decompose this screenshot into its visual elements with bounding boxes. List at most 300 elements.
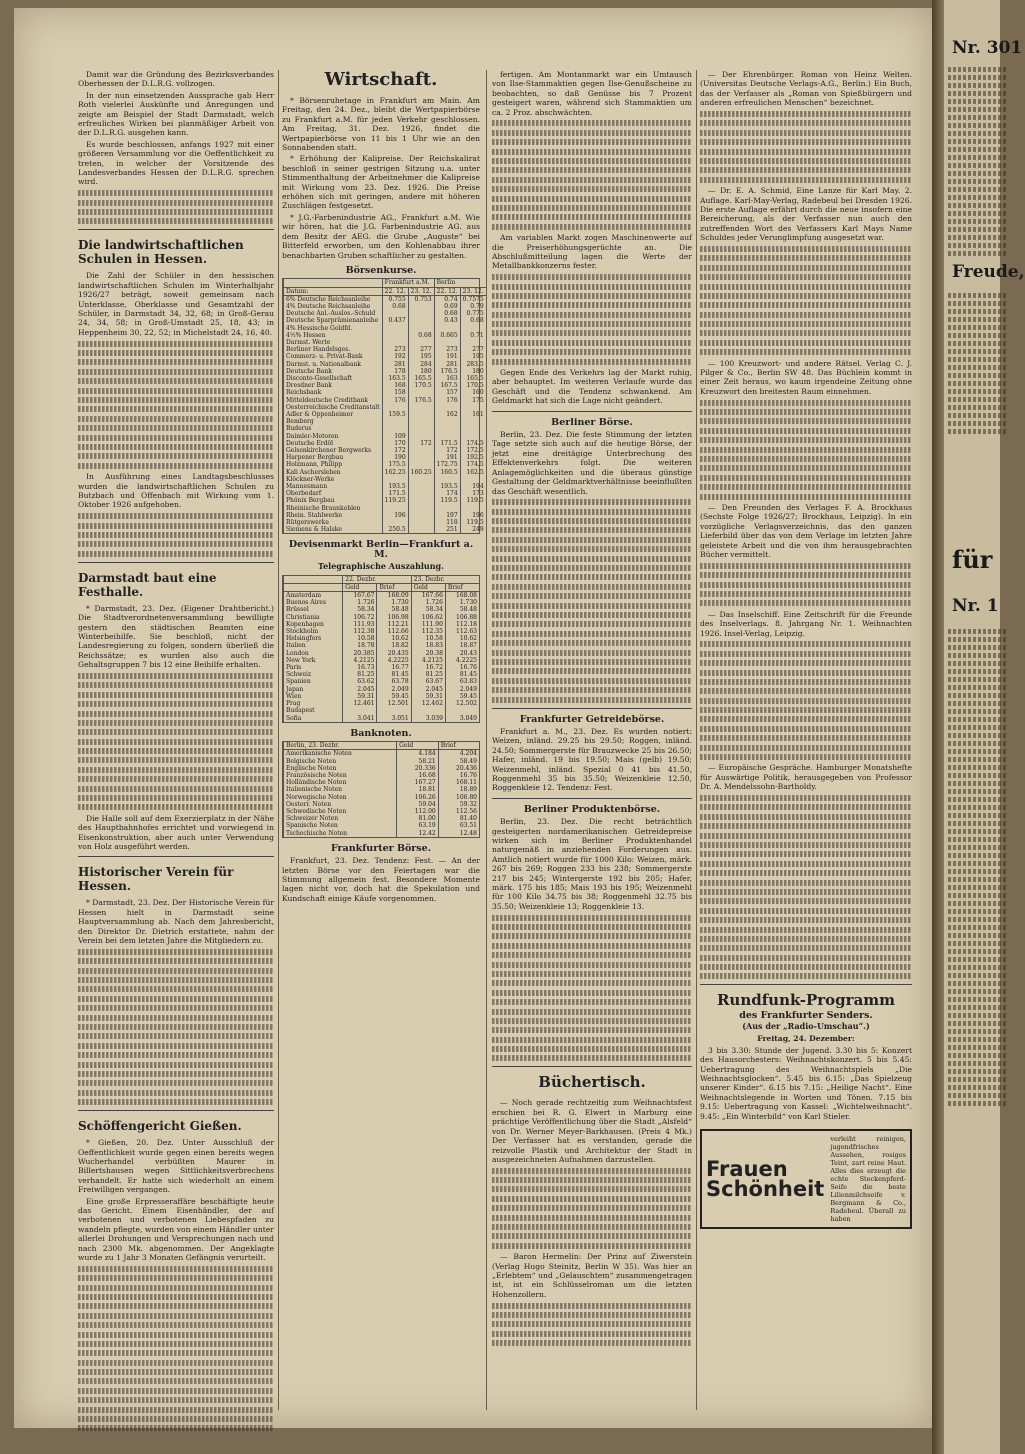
row-label: Rheinische Braunkohlen: [284, 505, 383, 512]
row-label: Kali Aschersleben: [284, 469, 383, 476]
value-cell: 172: [382, 447, 408, 454]
value-cell: 112.66: [377, 628, 411, 635]
value-cell: 59.04: [397, 801, 439, 808]
currency-table: [282, 575, 480, 723]
value-cell: 162.25: [382, 469, 408, 476]
value-cell: 167.27: [397, 779, 439, 786]
row-label: Siemens & Halske: [284, 526, 383, 533]
value-cell: 58.34: [411, 606, 445, 613]
paragraph: * Darmstadt, 23. Dez. (Eigener Drahtbericht.) Die Stadtverordnetenversammlung bewilligte gestern den städtischen Beamten eine Winterbeihilfe. Sie beschloß, nicht der Landesregierung zu folgen, sondern überließ die Reichssätze; es wurden also auch die Gehaltsgruppen 7 bis 12 eine Beihilfe erhalten.: [78, 603, 274, 670]
value-cell: 160: [460, 389, 486, 396]
value-cell: 12.461: [343, 700, 377, 707]
text-lines: [700, 563, 912, 607]
adjacent-headline: Freude,: [952, 262, 1025, 282]
table-row: [284, 375, 486, 382]
value-cell: [408, 490, 434, 497]
value-cell: 1.730: [377, 599, 411, 606]
column-1: [78, 70, 274, 1435]
header-cell: Geld: [397, 742, 439, 750]
value-cell: 106.80: [438, 794, 479, 801]
value-cell: 12.48: [438, 830, 479, 837]
value-cell: [460, 404, 486, 411]
value-cell: 58.49: [438, 758, 479, 765]
value-cell: 119.5: [460, 519, 486, 526]
value-cell: 174: [434, 490, 460, 497]
value-cell: 180: [460, 368, 486, 375]
row-label: Tschechische Noten: [284, 830, 397, 837]
value-cell: [460, 476, 486, 483]
value-cell: 16.73: [343, 664, 377, 671]
value-cell: 174.5: [460, 440, 486, 447]
value-cell: 190: [382, 454, 408, 461]
table-row: [284, 317, 486, 324]
value-cell: 162: [434, 411, 460, 418]
row-label: Englische Noten: [284, 765, 397, 772]
text-lines: [700, 641, 912, 760]
value-cell: 170.5: [460, 382, 486, 389]
value-cell: 16.68: [397, 772, 439, 779]
paragraph: — Der Ehrenbürger. Roman von Heinz Welten. (Universitas Deutsche Verlags-A.G., Berlin.) Ein Buch, das der Verfasser als „Roman von Spießbürgern und anderen erfreulichen Menschen“ bezeichnet.: [700, 70, 912, 108]
value-cell: 112.38: [343, 628, 377, 635]
value-cell: 165.5: [408, 375, 434, 382]
value-cell: 160.5: [434, 469, 460, 476]
value-cell: [434, 418, 460, 425]
value-cell: [408, 418, 434, 425]
value-cell: 112.63: [445, 628, 479, 635]
value-cell: 283.5: [460, 361, 486, 368]
value-cell: [411, 707, 445, 714]
table-row: [284, 707, 480, 714]
table-row: [284, 794, 480, 801]
value-cell: 2.045: [343, 686, 377, 693]
row-label: Mannesmann: [284, 483, 383, 490]
value-cell: [377, 707, 411, 714]
article-headline: Büchertisch.: [538, 1073, 646, 1092]
table-row: [284, 599, 480, 606]
table-header-row: [284, 576, 480, 584]
paragraph: Berlin, 23. Dez. Die feste Stimmung der letzten Tage setzte sich auch auf die heutige Börse, der jetzt eine dreitägige Unterbrechung des Effektenverkehrs folgt. Die weiteren Anlagemöglichkeiten und die überaus günstige Gestaltung der Geldmarktverhältnisse beeinflußten das Geschäft wesentlich.: [492, 430, 692, 496]
value-cell: [408, 425, 434, 432]
header-cell: [284, 576, 343, 584]
value-cell: 4.2125: [343, 657, 377, 664]
value-cell: 16.76: [438, 772, 479, 779]
value-cell: 163: [434, 375, 460, 382]
article-headline: Schöffengericht Gießen.: [78, 1119, 242, 1134]
divider: [492, 411, 692, 412]
paragraph: Frankfurt a. M., 23. Dez. Es wurden notiert: Weizen, inländ. 29.25 bis 29.50; Roggen, inländ. 24.50; Sommergerste für Brauzwecke 25 bis 26.50; Hafer, inländ. 19 bis 19.50; Mais (gelb) 19.50; Weizenmehl, inländ. Spezial 0 41 bis 41.50, Roggenmehl 35 bis 35.50; Weizenkleie 12.50, Roggenkleie 12. Tendenz: Fest.: [492, 726, 692, 793]
value-cell: 18.81: [397, 786, 439, 793]
row-label: Buenos Aires: [284, 599, 343, 606]
divider: [78, 229, 274, 230]
row-label: Amsterdam: [284, 592, 343, 600]
paragraph: * Erhöhung der Kalipreise. Der Reichskalirat beschloß in seiner gestrigen Sitzung u.a. unter Stimmenthaltung der Arbeitnehmer die Kalipreise mit Wirkung vom 23. Dez. 1926. Die Preise erhöhen sich mit geringen, andere mit höheren Zuschlägen festgesetzt.: [282, 154, 480, 211]
paragraph: — Dr. E. A. Schmid, Eine Lanze für Karl May. 2. Auflage. Karl-May-Verlag, Radebeul bei Dresden 1926. Die erste Auflage erfährt durch die neue insofern eine Bereicherung, als der Verfasser nun auch den zutreffenden Wort des Verfassers Karl Mays Name Schuldes jeder Verunglimpfung ausgesetzt war.: [700, 186, 912, 243]
table-row: [284, 671, 480, 678]
divider: [492, 1066, 692, 1067]
paragraph: — Den Freunden des Verlages F. A. Brockhaus (Sechste Folge 1926/27; Brockhaus, Leipzig). In ein vorzügliche Verlagsverzeichnis, das den ganzen Lieferbild über das von dem Verlage im letzten Jahre geleistete Arbeit und die von ihm herausgebrachten Bücher vermittelt.: [700, 502, 912, 559]
value-cell: 119.5: [434, 497, 460, 504]
radio-program-title: Rundfunk-Programm: [716, 991, 896, 1010]
banknotes-table: [282, 741, 480, 838]
table-row: [284, 621, 480, 628]
value-cell: 109: [382, 433, 408, 440]
value-cell: [408, 404, 434, 411]
value-cell: 2.049: [445, 686, 479, 693]
value-cell: 58.34: [343, 606, 377, 613]
value-cell: [408, 476, 434, 483]
header-cell: Frankfurt a.M.: [382, 279, 434, 287]
currency-table-body: [284, 592, 480, 722]
row-label: Bemberg: [284, 418, 383, 425]
value-cell: 284: [408, 361, 434, 368]
value-cell: [460, 505, 486, 512]
table-row: [284, 700, 480, 707]
value-cell: 58.21: [397, 758, 439, 765]
ad-brand-line: Frauen: [706, 1156, 788, 1181]
value-cell: [382, 339, 408, 346]
value-cell: [434, 325, 460, 332]
table-row: [284, 505, 486, 512]
value-cell: 249: [460, 526, 486, 533]
value-cell: 10.62: [445, 635, 479, 642]
value-cell: 176.5: [434, 368, 460, 375]
value-cell: 197: [434, 512, 460, 519]
value-cell: 20.385: [343, 650, 377, 657]
header-cell: [284, 583, 343, 591]
value-cell: [382, 404, 408, 411]
table-row: [284, 526, 486, 533]
value-cell: 81.25: [343, 671, 377, 678]
row-label: Italienische Noten: [284, 786, 397, 793]
header-cell: 22. 12.: [434, 287, 460, 295]
text-lines: [700, 400, 912, 500]
value-cell: 106.62: [411, 614, 445, 621]
value-cell: 58.48: [377, 606, 411, 613]
value-cell: 10.58: [343, 635, 377, 642]
header-cell: Geld: [343, 583, 377, 591]
column-2: [282, 69, 484, 905]
text-lines: [492, 274, 692, 365]
adjacent-text-block: [948, 626, 1008, 1109]
row-label: Harpener Bergbau: [284, 454, 383, 461]
value-cell: 18.78: [343, 642, 377, 649]
table-subtitle: Telegraphische Auszahlung.: [318, 561, 444, 572]
table-row: [284, 490, 486, 497]
divider: [78, 856, 274, 857]
article-headline: Die landwirtschaftlichen Schulen in Hessen.: [78, 238, 244, 267]
value-cell: [408, 339, 434, 346]
row-label: Klöckner-Werke: [284, 476, 383, 483]
value-cell: 10.58: [411, 635, 445, 642]
value-cell: 16.72: [411, 664, 445, 671]
table-title: Devisenmarkt Berlin—Frankfurt a. M.: [288, 539, 474, 560]
column-rule: [278, 70, 279, 1410]
row-label: Christiania: [284, 614, 343, 621]
value-cell: 196: [460, 512, 486, 519]
banknotes-table-body: [284, 750, 480, 837]
table-row: [284, 693, 480, 700]
row-label: Prag: [284, 700, 343, 707]
value-cell: 119.25: [382, 497, 408, 504]
value-cell: 0.755: [382, 295, 408, 303]
table-row: [284, 772, 480, 779]
value-cell: 2.049: [377, 686, 411, 693]
value-cell: 195: [408, 353, 434, 360]
table-row: [284, 310, 486, 317]
row-label: Japan: [284, 686, 343, 693]
table-row: [284, 497, 486, 504]
value-cell: 59.31: [343, 693, 377, 700]
value-cell: [408, 497, 434, 504]
table-title: Börsenkurse.: [345, 264, 417, 276]
value-cell: 196: [382, 512, 408, 519]
table-row: [284, 592, 480, 600]
row-label: Phönix Bergbau: [284, 497, 383, 504]
paragraph: Eine große Erpresseraffäre beschäftigte heute das Gericht. Einem Eisenhändler, der auf verbotenen und verbotenen Liebespfaden zu wandeln pflegte, wurden von einem Händler unter allerlei Drohungen und Versprechungen nach und nach 2300 Mk. abgenommen. Der Angeklagte wurde zu 1 Jahr 3 Monaten Gefängnis verurteilt.: [78, 1196, 274, 1262]
row-label: Schwedische Noten: [284, 808, 397, 815]
section-title: Wirtschaft.: [324, 69, 438, 90]
table-row: [284, 657, 480, 664]
value-cell: [382, 418, 408, 425]
text-lines: [492, 1303, 692, 1347]
table-row: [284, 295, 486, 303]
value-cell: 0.68: [382, 303, 408, 310]
table-row: [284, 382, 486, 389]
value-cell: 81.25: [411, 671, 445, 678]
value-cell: 59.45: [377, 693, 411, 700]
value-cell: 12.42: [397, 830, 439, 837]
radio-program-text: 3 bis 3.30: Stunde der Jugend. 3.30 bis 5: Konzert des Hausorchesters: Weihnachtskonzert. 5 bis 5.45: Uebertragung des Weihnachtspiels „Die Weihnachtsglocken“. 5.45 bis 6.15: „Das Spielzeug unserer Kinder“. 6.15 bis 7.15: „Heilige Nacht“. Eine Weihnachtslegende in Worten und Tönen. 7.15 bis 9.15: Uebertragung von Kassel: „Wichtelweihnacht“. 9.45: „Ein Winterbild“ von Karl Stieler.: [700, 1045, 912, 1121]
row-label: Belgische Noten: [284, 758, 397, 765]
row-label: Wien: [284, 693, 343, 700]
header-cell: 23. Dezbr.: [411, 576, 479, 584]
row-label: Deutsche Bank: [284, 368, 383, 375]
value-cell: 119.5: [460, 497, 486, 504]
text-lines: [700, 111, 912, 183]
value-cell: 112.21: [377, 621, 411, 628]
value-cell: 20.38: [411, 650, 445, 657]
table-row: [284, 339, 486, 346]
table-row: [284, 411, 486, 418]
value-cell: [408, 303, 434, 310]
value-cell: 172: [408, 440, 434, 447]
paragraph: * Gießen, 20. Dez. Unter Ausschluß der Oeffentlichkeit wurde gegen einen bereits wegen Wucherhandel verbüßten Maurer in Billertshausen wegen Sittlichkeitsverbrechens verhandelt. Er hatte sich wiederholt an einem Freiwilligen vergangen.: [78, 1138, 274, 1195]
paragraph: Berlin, 23. Dez. Die recht beträchtlich gesteigerten nordamerikanischen Getreidepreise wirken sich im Berliner Produktenhandel naturgemäß in anziehenden Forderungen aus. Amtlich notiert wurde für 1000 Kilo: Weizen, märk. 267 bis 269; Roggen 233 bis 238; Sommergerste 217 bis 245; Wintergerste 192 bis 205; Hafer, märk. 175 bis 185; Mais 193 bis 195; Weizenmehl für 100 Kilo 34.75 bis 38; Roggenmehl 32.75 bis 35.50; Weizenkleie 13; Roggenkleie 13.: [492, 817, 692, 911]
paragraph: Die Zahl der Schüler in den hessischen landwirtschaftlichen Schulen im Winterhalbjahr 1926/27 beträgt, soweit gemeinsam nach Unterklasse, Oberklasse und Gesamtzahl der Schüler, in Darmstadt 34, 32, 68; in Groß-Gerau 24, 34, 58; in Groß-Umstadt 25, 18, 43; in Heppenheim 30, 22, 52; in Michelstadt 24, 16, 40.: [78, 271, 274, 337]
table-row: [284, 715, 480, 722]
value-cell: [408, 461, 434, 468]
row-label: Rütgerswerke: [284, 519, 383, 526]
value-cell: 3.051: [377, 715, 411, 722]
column-4: [700, 70, 912, 1229]
row-label: Adler & Oppenheimer: [284, 411, 383, 418]
value-cell: 4.2225: [445, 657, 479, 664]
header-cell: Geld: [411, 583, 445, 591]
value-cell: 167.66: [411, 592, 445, 600]
value-cell: 3.041: [343, 715, 377, 722]
header-cell: Datum:: [284, 287, 383, 295]
value-cell: 191: [434, 353, 460, 360]
value-cell: 176: [382, 397, 408, 404]
row-label: New York: [284, 657, 343, 664]
paragraph: Am variablen Markt zogen Maschinenwerte auf die Preiserhöhungsgerüchte an. Die Abschlußmitteilung lagen die Werte der Metallbankkonzerns fester.: [492, 233, 692, 271]
value-cell: 171.5: [382, 490, 408, 497]
value-cell: 58.48: [445, 606, 479, 613]
text-lines: [700, 795, 912, 979]
table-row: [284, 469, 486, 476]
row-label: 4% Hessische Goldfd.: [284, 325, 383, 332]
value-cell: 191: [434, 454, 460, 461]
table-row: [284, 758, 480, 765]
row-label: Deutsche Anl.-Auslos.-Schuld: [284, 310, 383, 317]
value-cell: 195: [460, 353, 486, 360]
value-cell: 10.62: [377, 635, 411, 642]
value-cell: 20.435: [377, 650, 411, 657]
paragraph: — Noch gerade rechtzeitig zum Weihnachtsfest erschien bei R. G. Elwert in Marburg eine prächtige Veröffentlichung über die Stadt „Alsfeld“ von Dr. Werner Meyer-Barkhausen. (Preis 4 Mk.) Der Verfasser hat es verstanden, gerade die reizvolle Plastik und Architektur der Stadt in ausgezeichneten Aufnahmen darzustellen.: [492, 1098, 692, 1164]
header-cell: 23. 12.: [408, 287, 434, 295]
value-cell: [382, 476, 408, 483]
value-cell: 193.5: [434, 483, 460, 490]
text-lines: [492, 915, 692, 1062]
adjacent-page-number: Nr. 301: [952, 38, 1023, 58]
row-label: Sofia: [284, 715, 343, 722]
value-cell: 12.502: [445, 700, 479, 707]
header-cell: Berlin, 23. Dezbr.: [284, 742, 397, 750]
divider: [700, 984, 912, 985]
text-lines: [78, 341, 274, 469]
table-row: [284, 822, 480, 829]
value-cell: [408, 505, 434, 512]
row-label: Amerikanische Noten: [284, 750, 397, 758]
value-cell: [408, 433, 434, 440]
table-header-row: [284, 279, 486, 287]
value-cell: [434, 476, 460, 483]
table-row: [284, 346, 486, 353]
value-cell: [434, 339, 460, 346]
value-cell: [382, 519, 408, 526]
value-cell: [408, 454, 434, 461]
article-headline: Darmstadt baut eine Festhalle.: [78, 570, 217, 599]
value-cell: 81.40: [438, 815, 479, 822]
table-row: [284, 765, 480, 772]
value-cell: 3.039: [411, 715, 445, 722]
adjacent-text-block: [948, 64, 1008, 259]
header-cell: 22. Dezbr.: [343, 576, 411, 584]
table-row: [284, 519, 486, 526]
paragraph: fertigen. Am Montanmarkt war ein Umtausch von Ilse-Stammaktien gegen Ilse-Genußscheine zu beobachten, so daß Genüsse bis 7 Prozent gesteigert waren, während sich Stammaktien um ca. 2 Proz. abschwächten.: [492, 70, 692, 117]
value-cell: [343, 707, 377, 714]
value-cell: 20.336: [397, 765, 439, 772]
paragraph: Es wurde beschlossen, anfangs 1927 mit einer größeren Versammlung vor die Oeffentlichkeit zu treten, in welcher der Vorsitzende des Landesverbandes Hessen der D.L.R.G. sprechen wird.: [78, 139, 274, 187]
paragraph: Die Halle soll auf dem Exerzierplatz in der Nähe des Hauptbahnhofes errichtet und vorwiegend in Eisenkonstruktion, aber auch unter Verwendung von Holz ausgeführt werden.: [78, 813, 274, 852]
value-cell: 18.82: [377, 642, 411, 649]
value-cell: 81.00: [397, 815, 439, 822]
value-cell: 273: [382, 346, 408, 353]
table-header-row: [284, 742, 480, 750]
value-cell: 162.5: [460, 469, 486, 476]
text-lines: [492, 120, 692, 229]
table-row: [284, 786, 480, 793]
table-row: [284, 642, 480, 649]
paragraph: * J.G.-Farbenindustrie AG., Frankfurt a.M. Wie wir hören, hat die J.G. Farbenindustrie AG. aus dem Besitz der AEG. die Grube „Auguste“ bei Bitterfeld erworben, um den Kohlenabbau ihrer benachbarten Gruben schaftlicher zu gestalten.: [282, 212, 480, 260]
row-label: Spanien: [284, 678, 343, 685]
paragraph: * Börsenruhetage in Frankfurt am Main. Am Freitag, den 24. Dez., bleibt die Wertpapierbörse zu Frankfurt a.M. für jeden Verkehr geschlossen. Am Freitag, 31. Dez. 1926, findet die Wertpapierbörse von 11 bis 1 Uhr wie an den Sonnabenden statt.: [282, 96, 480, 153]
header-cell: Brief: [445, 583, 479, 591]
table-subheader-row: [284, 583, 480, 591]
value-cell: 0.775: [460, 310, 486, 317]
row-label: Darmst. Werte: [284, 339, 383, 346]
paragraph: — 100 Kreuzwort- und andere Rätsel. Verlag C. J. Pilger & Co., Berlin SW 48. Das Büchlein kommt in einer Zeit heraus, wo kaum irgendeine Zeitung ohne Kreuzwort den breitesten Raum einnehmen.: [700, 358, 912, 396]
value-cell: 20.436: [438, 765, 479, 772]
paragraph: In der nun einsetzenden Aussprache gab Herr Roth vielerlei Auskünfte und Anregungen und zeigte am Beispiel der Stadt Darmstadt, welch erfreuliches Wirken bei planmäßiger Arbeit von der D.L.R.G. ausgehen kann.: [78, 90, 274, 138]
value-cell: [408, 389, 434, 396]
text-lines: [78, 949, 274, 1105]
value-cell: 168.09: [377, 592, 411, 600]
value-cell: [408, 317, 434, 324]
value-cell: 4.2225: [377, 657, 411, 664]
value-cell: [460, 339, 486, 346]
header-cell: 23. 12.: [460, 287, 486, 295]
row-label: Deutsche Erdöl: [284, 440, 383, 447]
value-cell: 172.75: [434, 461, 460, 468]
value-cell: 159.5: [382, 411, 408, 418]
value-cell: 0.437: [382, 317, 408, 324]
value-cell: 16.76: [445, 664, 479, 671]
value-cell: 178: [382, 368, 408, 375]
header-cell: Berlin: [434, 279, 486, 287]
value-cell: 168.08: [445, 592, 479, 600]
value-cell: 174.5: [460, 461, 486, 468]
table-row: [284, 476, 486, 483]
value-cell: [445, 707, 479, 714]
value-cell: 0.43: [434, 317, 460, 324]
value-cell: 1.730: [445, 599, 479, 606]
value-cell: 165.5: [460, 375, 486, 382]
value-cell: 273: [434, 346, 460, 353]
value-cell: 63.83: [445, 678, 479, 685]
row-label: Budapest: [284, 707, 343, 714]
adjacent-page-edge: [944, 0, 1025, 1454]
value-cell: 175: [460, 397, 486, 404]
row-label: Mitteldeutsche Creditbank: [284, 397, 383, 404]
row-label: London: [284, 650, 343, 657]
value-cell: 0.68: [434, 310, 460, 317]
value-cell: 168: [382, 382, 408, 389]
value-cell: 63.67: [411, 678, 445, 685]
row-label: Norwegische Noten: [284, 794, 397, 801]
divider: [78, 1110, 274, 1111]
row-label: 6% Deutsche Reichsanleihe: [284, 295, 383, 303]
value-cell: 180: [408, 368, 434, 375]
value-cell: 20.43: [445, 650, 479, 657]
table-row: [284, 332, 486, 339]
table-row: [284, 461, 486, 468]
value-cell: 0.74: [434, 295, 460, 303]
value-cell: 163.5: [382, 375, 408, 382]
ad-brand-line: Schönheit: [706, 1176, 825, 1201]
value-cell: 59.32: [438, 801, 479, 808]
value-cell: 170: [382, 440, 408, 447]
text-lines: [78, 673, 274, 810]
value-cell: 112.35: [411, 628, 445, 635]
column-rule: [486, 70, 487, 1410]
value-cell: 4.2125: [411, 657, 445, 664]
value-cell: 194: [460, 483, 486, 490]
table-row: [284, 779, 480, 786]
value-cell: 112.18: [445, 621, 479, 628]
value-cell: 1.726: [343, 599, 377, 606]
divider: [78, 562, 274, 563]
